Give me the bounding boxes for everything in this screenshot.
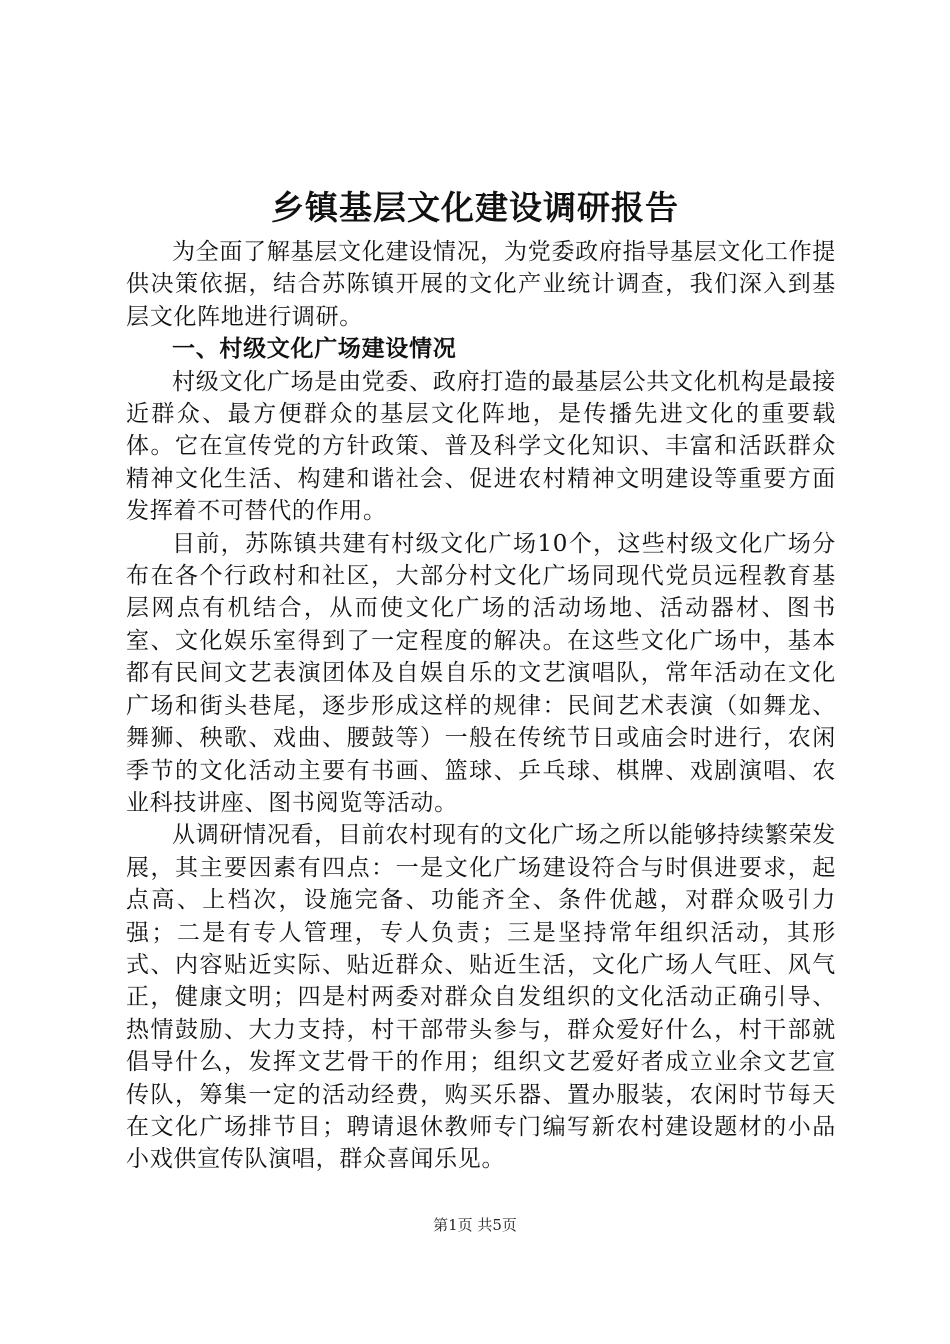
document-title: 乡镇基层文化建设调研报告 <box>271 188 679 227</box>
intro-paragraph: 为全面了解基层文化建设情况，为党委政府指导基层文化工作提供决策依据，结合苏陈镇开展的文化产业统计调查，我们深入到基层文化阵地进行调研。 <box>126 239 836 330</box>
section-heading: 一、村级文化广场建设情况 <box>172 336 457 363</box>
body-paragraph: 目前，苏陈镇共建有村级文化广场10个，这些村级文化广场分布在各个行政村和社区，大部分村文化广场同现代党员远程教育基层网点有机结合，从而使文化广场的活动场地、活动器材、图书室、文化娱乐室得到了一定程度的解决。在这些文化广场中，基本都有民间文艺表演团体及自娱自乐的文艺演唱队，常年活动在文化广场和街头巷尾，逐步形成这样的规律：民间艺术表演（如舞龙、舞狮、秧歌、戏曲、腰鼓等）一般在传统节日或庙会时进行，农闲季节的文化活动主要有书画、篮球、乒乓球、棋牌、戏剧演唱、农业科技讲座、图书阅览等活动。 <box>126 530 836 816</box>
document-body <box>126 236 836 1176</box>
page-footer: 第1页 共5页 <box>433 1216 517 1234</box>
body-paragraph: 从调研情况看，目前农村现有的文化广场之所以能够持续繁荣发展，其主要因素有四点：一是文化广场建设符合与时俱进要求，起点高、上档次，设施完备、功能齐全、条件优越，对群众吸引力强；二是有专人管理，专人负责；三是坚持常年组织活动，其形式、内容贴近实际、贴近群众、贴近生活，文化广场人气旺、风气正，健康文明；四是村两委对群众自发组织的文化活动正确引导、热情鼓励、大力支持，村干部带头参与，群众爱好什么，村干部就倡导什么，发挥文艺骨干的作用；组织文艺爱好者成立业余文艺宣传队，筹集一定的活动经费，购买乐器、置办服装，农闲时节每天在文化广场排节目；聘请退休教师专门编写新农村建设题材的小品小戏供宣传队演唱，群众喜闻乐见。 <box>126 822 836 1173</box>
body-paragraph: 村级文化广场是由党委、政府打造的最基层公共文化机构是最接近群众、最方便群众的基层文化阵地，是传播先进文化的重要载体。它在宣传党的方针政策、普及科学文化知识、丰富和活跃群众精神文化生活、构建和谐社会、促进农村精神文明建设等重要方面发挥着不可替代的作用。 <box>126 368 836 525</box>
